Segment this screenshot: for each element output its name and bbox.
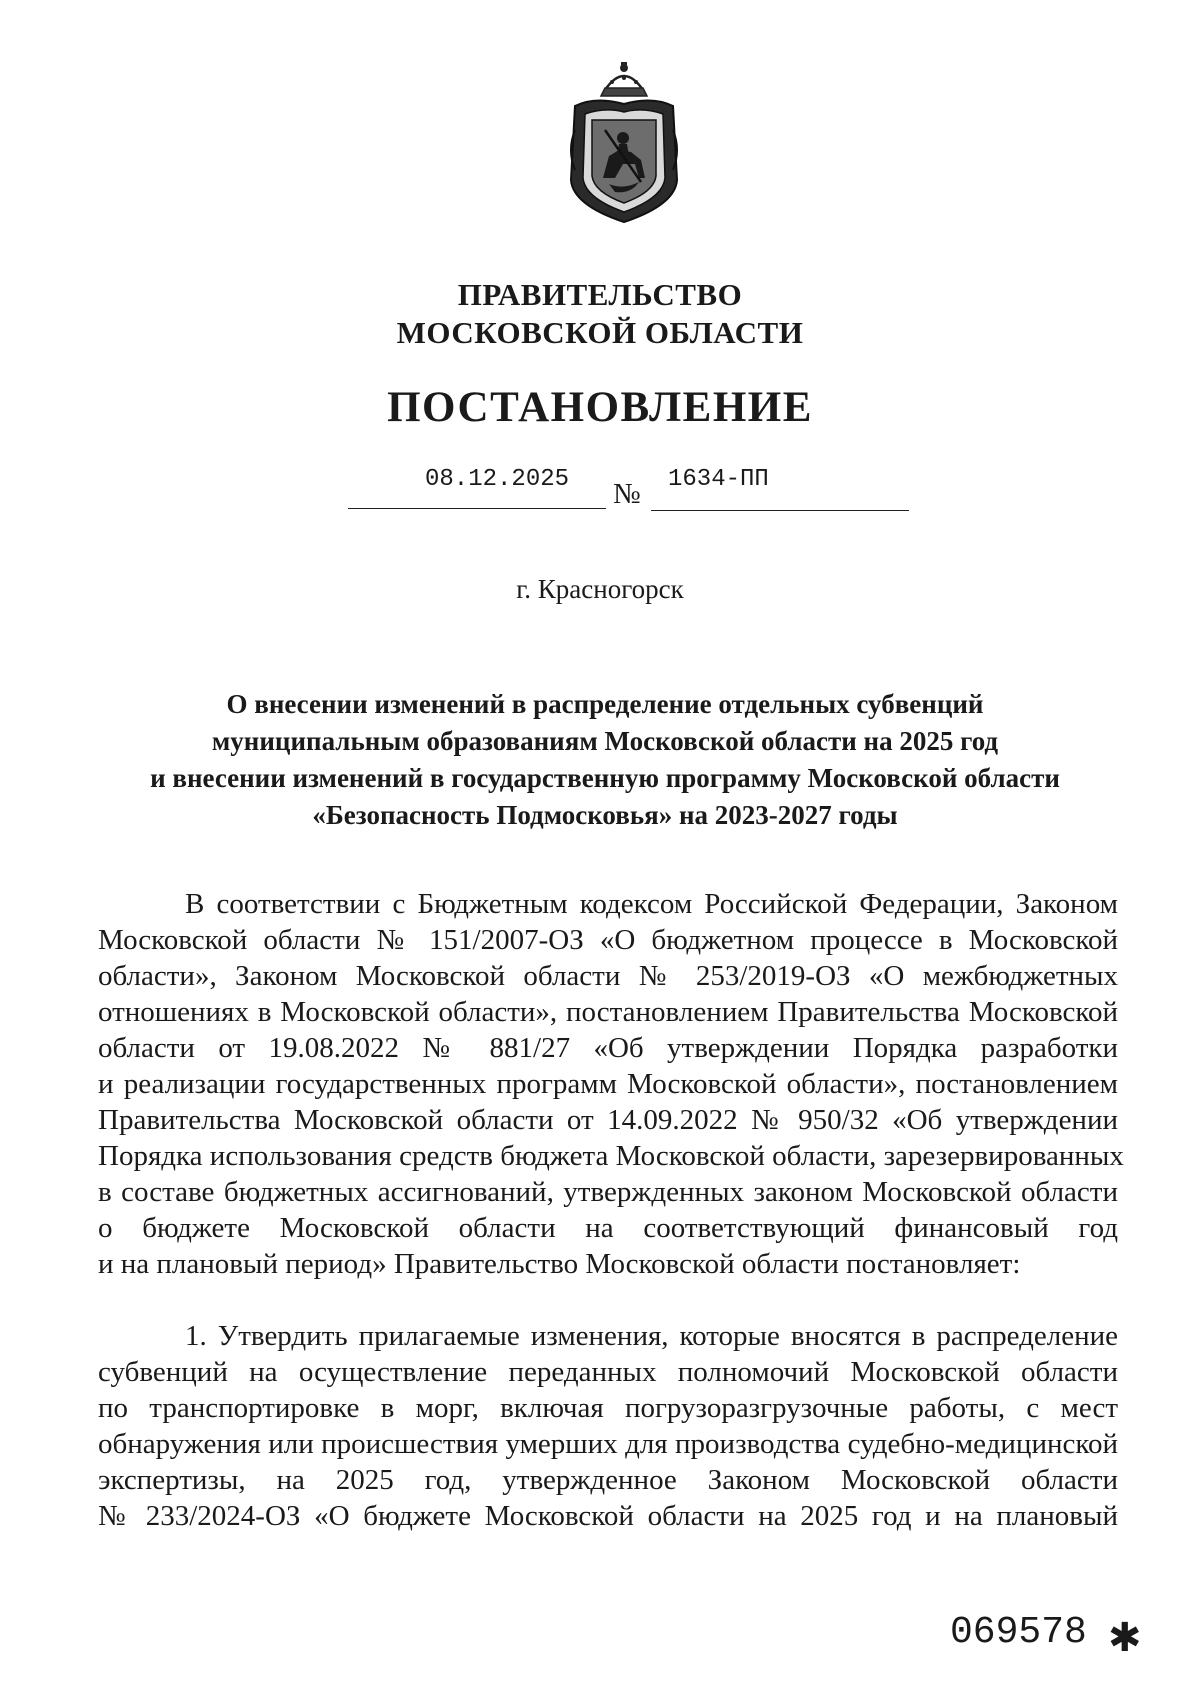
text-line: № 233/2024-ОЗ «О бюджете Московской области на 2025 год и на плановый	[98, 1500, 1118, 1532]
number-sign: №	[613, 478, 641, 510]
text-line: о бюджете Московской области на соответствующий финансовый год	[98, 1212, 1118, 1244]
clause-1-paragraph	[98, 1318, 1118, 1534]
city: г. Красногорск	[516, 574, 684, 604]
text-line: обнаружения или происшествия умерших для производства судебно-медицинской	[98, 1428, 1118, 1460]
text-line: и реализации государственных программ Московской области», постановлением	[98, 1068, 1118, 1100]
text-line: Московской области № 151/2007-ОЗ «О бюджетном процессе в Московской	[98, 924, 1118, 956]
text-line: и на плановый период» Правительство Московской области постановляет:	[98, 1248, 1021, 1280]
title-line: О внесении изменений в распределение отдельных субвенций	[226, 689, 984, 719]
text-line: отношениях в Московской области», постановлением Правительства Московской	[98, 996, 1118, 1028]
number-underline	[651, 510, 909, 511]
title-line: муниципальным образованиям Московской области на 2025 год	[211, 726, 999, 756]
text-line: Порядка использования средств бюджета Московской области, зарезервированных	[98, 1140, 1124, 1172]
text-line: 1. Утвердить прилагаемые изменения, которые вносятся в распределение	[185, 1320, 1118, 1352]
org-name-line2: МОСКОВСКОЙ ОБЛАСТИ	[396, 315, 804, 350]
text-line: экспертизы, на 2025 год, утвержденное Законом Московской области	[98, 1464, 1118, 1496]
title-line: и внесении изменений в государственную программу Московской области	[150, 763, 1060, 793]
text-line: субвенций на осуществление переданных полномочий Московской области	[98, 1356, 1118, 1388]
org-name-line1: ПРАВИТЕЛЬСТВО	[457, 277, 743, 312]
text-line: области», Законом Московской области № 253/2019-ОЗ «О межбюджетных	[98, 960, 1118, 992]
document-title	[120, 686, 1090, 834]
date-underline	[348, 508, 606, 509]
serial-number: 069578	[950, 1611, 1087, 1654]
title-line: «Безопасность Подмосковья» на 2023-2027 годы	[312, 800, 898, 830]
asterisk-mark: ✱	[1108, 1615, 1142, 1660]
text-line: по транспортировке в морг, включая погрузоразгрузочные работы, с мест	[98, 1392, 1118, 1424]
text-line: В соответствии с Бюджетным кодексом Российской Федерации, Законом	[185, 888, 1118, 920]
text-line: области от 19.08.2022 № 881/27 «Об утверждении Порядка разработки	[98, 1032, 1118, 1064]
registration-number: 1634-ПП	[668, 466, 769, 493]
text-line: в составе бюджетных ассигнований, утвержденных законом Московской области	[98, 1176, 1118, 1208]
preamble-paragraph	[98, 886, 1124, 1282]
document-type: ПОСТАНОВЛЕНИЕ	[387, 384, 813, 431]
coat-of-arms-icon	[565, 60, 683, 225]
registration-date: 08.12.2025	[425, 466, 570, 493]
text-line: Правительства Московской области от 14.09.2022 № 950/32 «Об утверждении	[98, 1104, 1118, 1136]
